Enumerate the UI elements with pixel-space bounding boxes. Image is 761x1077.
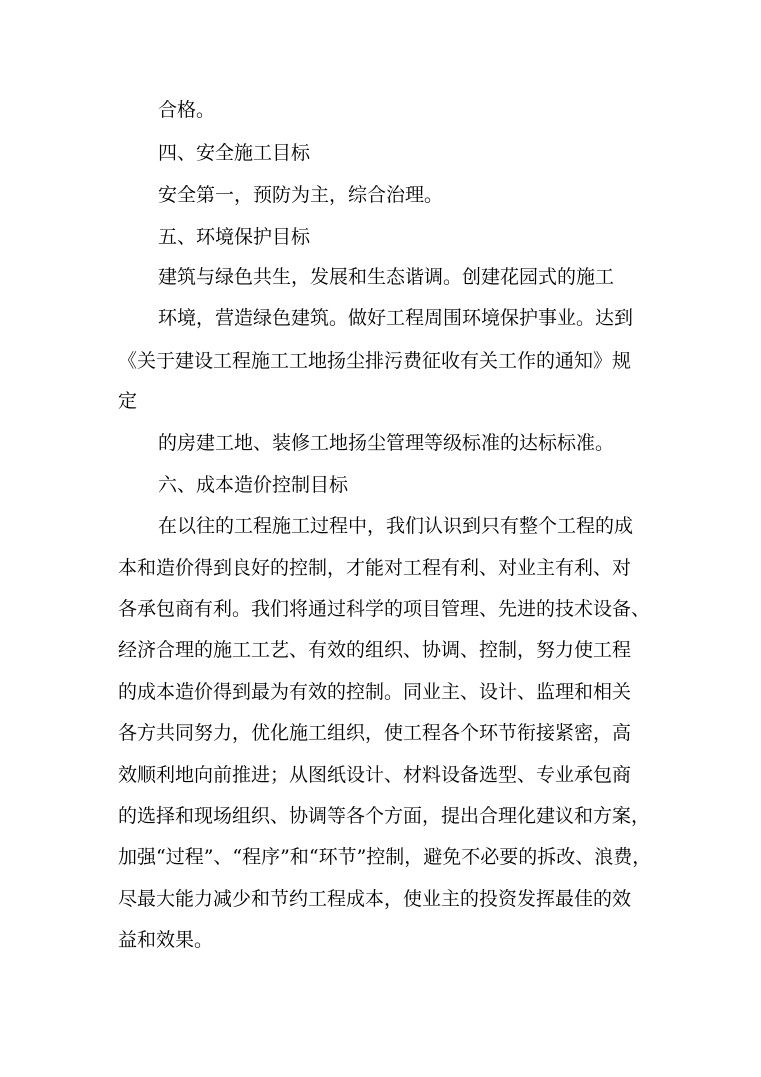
text-line-13: 各承包商有利。我们将通过科学的项目管理、先进的技术设备、 bbox=[118, 598, 651, 620]
heading-safety-goal: 四、安全施工目标 bbox=[158, 142, 311, 164]
text-line-14: 经济合理的施工工艺、有效的组织、协调、控制，努力使工程 bbox=[118, 639, 632, 661]
text-line-16: 各方共同努力，优化施工组织，使工程各个环节衔接紧密，高 bbox=[118, 722, 632, 744]
text-line-5: 建筑与绿色共生，发展和生态谐调。创建花园式的施工 bbox=[158, 266, 615, 288]
text-line-19: 加强“过程”、“程序”和“环节”控制，避免不必要的拆改、浪费， bbox=[118, 846, 652, 868]
text-line-9: 的房建工地、装修工地扬尘管理等级标准的达标标准。 bbox=[158, 432, 615, 454]
text-line-7: 《关于建设工程施工工地扬尘排污费征收有关工作的通知》规 bbox=[118, 350, 632, 372]
text-line-20: 尽最大能力减少和节约工程成本，使业主的投资发挥最佳的效 bbox=[118, 888, 632, 910]
text-line-11: 在以往的工程施工过程中，我们认识到只有整个工程的成 bbox=[158, 515, 634, 537]
text-line-15: 的成本造价得到最为有效的控制。同业主、设计、监理和相关 bbox=[118, 681, 632, 703]
text-line-12: 本和造价得到良好的控制，才能对工程有利、对业主有利、对 bbox=[118, 557, 632, 579]
text-line-17: 效顺利地向前推进；从图纸设计、材料设备选型、专业承包商 bbox=[118, 764, 632, 786]
text-line-8: 定 bbox=[118, 390, 138, 412]
text-line-18: 的选择和现场组织、协调等各个方面，提出合理化建议和方案， bbox=[118, 805, 651, 827]
text-line-6: 环境，营造绿色建筑。做好工程周围环境保护事业。达到 bbox=[158, 307, 634, 329]
text-line-3: 安全第一，预防为主，综合治理。 bbox=[158, 184, 444, 206]
heading-cost-control-goal: 六、成本造价控制目标 bbox=[158, 474, 349, 496]
heading-environment-goal: 五、环境保护目标 bbox=[158, 226, 311, 248]
text-line-1: 合格。 bbox=[158, 99, 216, 121]
text-line-21: 益和效果。 bbox=[118, 929, 214, 951]
